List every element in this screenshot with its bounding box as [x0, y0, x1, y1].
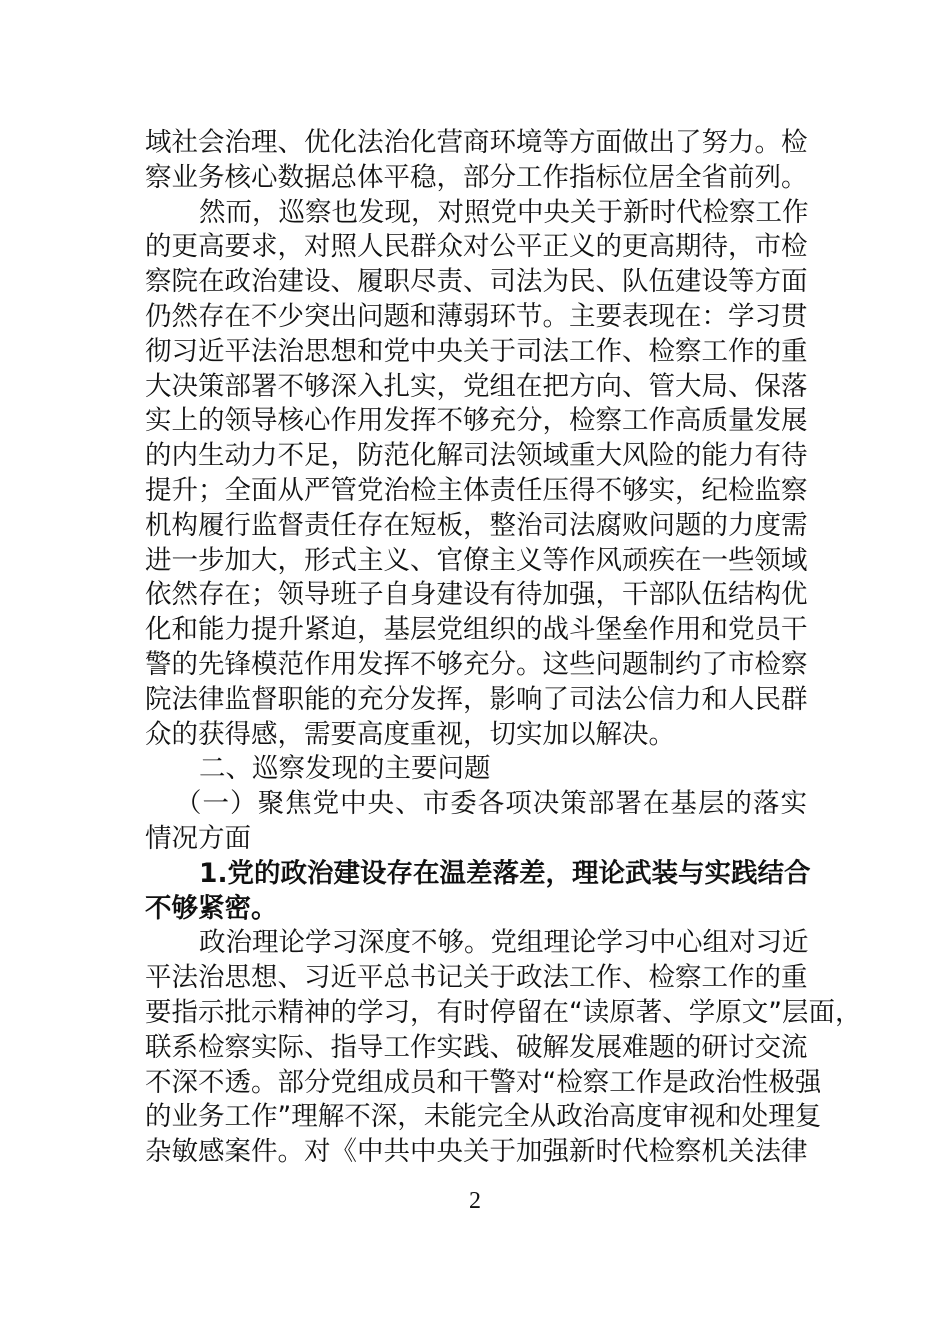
text-line: 化和能力提升紧迫，基层党组织的战斗堡垒作用和党员干: [145, 614, 808, 646]
heading-line: 不够紧密。: [145, 892, 278, 924]
text-line: 的业务工作”理解不深，未能完全从政治高度审视和处理复: [145, 1101, 822, 1133]
text-line: 的内生动力不足，防范化解司法领域重大风险的能力有待: [145, 440, 808, 472]
text-line: 二、巡察发现的主要问题: [199, 753, 491, 785]
text-line: （一）聚焦党中央、市委各项决策部署在基层的落实: [175, 788, 807, 820]
text-line: 杂敏感案件。对《中共中央关于加强新时代检察机关法律: [145, 1136, 808, 1168]
text-line: 察院在政治建设、履职尽责、司法为民、队伍建设等方面: [145, 266, 808, 298]
document-body: [145, 126, 862, 1170]
text-line: 的更高要求，对照人民群众对公平正义的更高期待，市检: [145, 231, 808, 263]
text-line: 联系检察实际、指导工作实践、破解发展难题的研讨交流: [145, 1031, 808, 1063]
text-line: 彻习近平法治思想和党中央关于司法工作、检察工作的重: [145, 335, 808, 367]
text-line: 警的先锋模范作用发挥不够充分。这些问题制约了市检察: [145, 648, 808, 680]
text-line: 域社会治理、优化法治化营商环境等方面做出了努力。检: [145, 127, 808, 158]
text-line: 然而，巡察也发现，对照党中央关于新时代检察工作: [199, 196, 809, 228]
text-line: 进一步加大，形式主义、官僚主义等作风顽疾在一些领域: [145, 544, 808, 576]
heading-line: 1.党的政治建设存在温差落差，理论武装与实践结合: [199, 857, 811, 889]
text-line: 依然存在；领导班子自身建设有待加强，干部队伍结构优: [145, 579, 808, 611]
text-line: 众的获得感，需要高度重视，切实加以解决。: [145, 718, 675, 750]
text-line: 要指示批示精神的学习，有时停留在“读原著、学原文”层面，: [145, 996, 862, 1028]
text-line: 情况方面: [145, 822, 251, 854]
text-line: 察业务核心数据总体平稳，部分工作指标位居全省前列。: [145, 161, 808, 193]
page-number: 2: [469, 1188, 481, 1214]
text-line: 提升；全面从严管党治检主体责任压得不够实，纪检监察: [145, 474, 808, 506]
text-line: 院法律监督职能的充分发挥，影响了司法公信力和人民群: [145, 683, 808, 715]
text-line: 机构履行监督责任存在短板，整治司法腐败问题的力度需: [145, 509, 808, 541]
text-line: 政治理论学习深度不够。党组理论学习中心组对习近: [199, 927, 809, 959]
text-line: 大决策部署不够深入扎实，党组在把方向、管大局、保落: [145, 370, 808, 402]
text-line: 仍然存在不少突出问题和薄弱环节。主要表现在：学习贯: [145, 300, 808, 332]
text-line: 平法治思想、习近平总书记关于政法工作、检察工作的重: [145, 962, 808, 994]
text-line: 不深不透。部分党组成员和干警对“检察工作是政治性极强: [145, 1066, 822, 1098]
text-line: 实上的领导核心作用发挥不够充分，检察工作高质量发展: [145, 405, 808, 437]
